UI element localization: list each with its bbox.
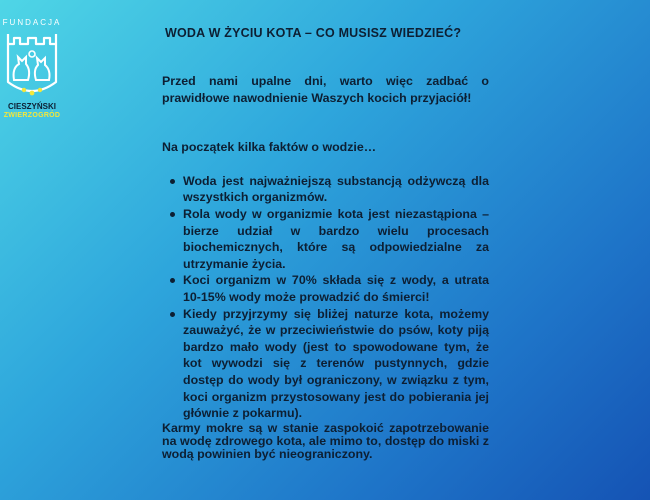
- facts-heading: Na początek kilka faktów o wodzie…: [162, 140, 377, 155]
- list-item: Rola wody w organizmie kota jest niezastąpiona – bierze udział w bardzo wielu procesach biochemicznych, które są odpowiedzialne za utrzymanie życia.: [183, 206, 489, 271]
- closing-paragraph: Karmy mokre są w stanie zaspokoić zapotrzebowanie na wodę zdrowego kota, ale mimo to, dostęp do miski z wodą powinien być nieograniczony.: [162, 420, 489, 461]
- logo-name-line2: ZWIERZOGRÓD: [3, 112, 61, 119]
- facts-list: [162, 173, 489, 422]
- list-item: Woda jest najważniejszą substancją odżywczą dla wszystkich organizmów.: [183, 173, 489, 205]
- list-item: Koci organizm w 70% składa się z wody, a utrata 10-15% wody może prowadzić do śmierci!: [183, 273, 489, 304]
- logo-foundation-label: FUNDACJA: [2, 18, 62, 27]
- foundation-logo: [0, 14, 64, 124]
- article-body: [162, 73, 489, 461]
- intro-paragraph: Przed nami upalne dni, warto więc zadbać o prawidłowe nawodnienie Waszych kocich przyjaciół!: [162, 74, 489, 105]
- logo-name-line1: CIESZYŃSKI: [7, 102, 56, 111]
- list-item: Kiedy przyjrzymy się bliżej naturze kota, możemy zauważyć, że w przeciwieństwie do psów, koty piją bardzo mało wody (jest to spowodowane tym, że kot wywodzi się z terenów pustynnych, gdzie dostęp do wody był ograniczony, w związku z tym, koci organizm przystosowany jest do pobierania jej głównie z pokarmu).: [183, 306, 489, 421]
- article-title: WODA W ŻYCIU KOTA – CO MUSISZ WIEDZIEĆ?: [165, 26, 462, 40]
- castle-cats-icon: [2, 30, 62, 102]
